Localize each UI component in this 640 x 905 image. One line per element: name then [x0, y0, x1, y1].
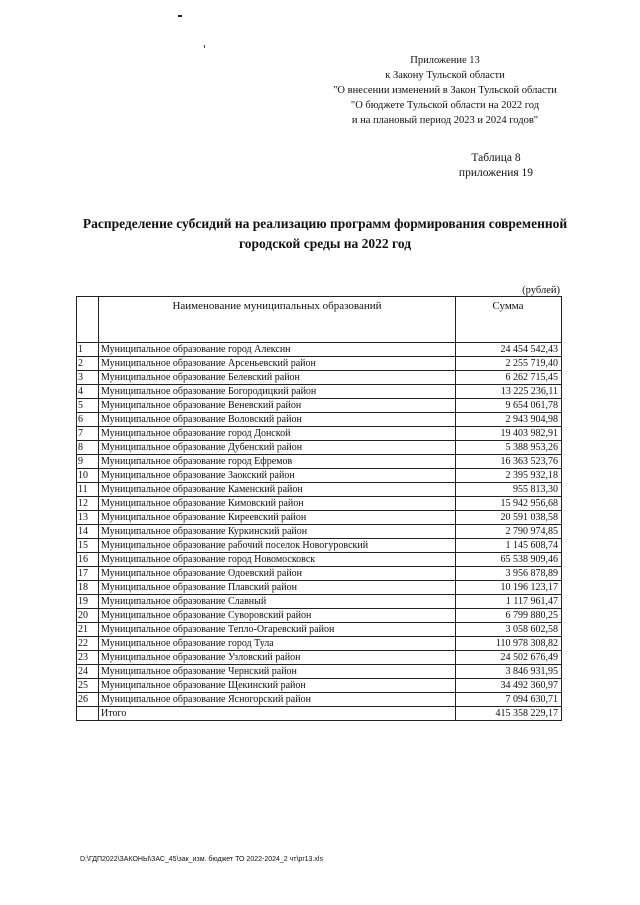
table-row: [77, 497, 562, 511]
row-name: Муниципальное образование Одоевский район: [99, 567, 456, 581]
row-name: Муниципальное образование Ясногорский район: [99, 693, 456, 707]
table-row: [77, 455, 562, 469]
row-number: 26: [77, 693, 99, 707]
row-name: Муниципальное образование Дубенский район: [99, 441, 456, 455]
table-row: [77, 609, 562, 623]
row-name: Муниципальное образование Славный: [99, 595, 456, 609]
annex-line: "О бюджете Тульской области на 2022 год: [350, 100, 540, 111]
row-sum: 34 492 360,97: [456, 679, 562, 693]
table-row: [77, 427, 562, 441]
table-row: [77, 539, 562, 553]
scan-speck: [178, 15, 182, 17]
row-sum: 13 225 236,11: [456, 385, 562, 399]
row-name: Муниципальное образование Арсеньевский район: [99, 357, 456, 371]
row-number: 16: [77, 553, 99, 567]
table-row: [77, 595, 562, 609]
total-row: [77, 707, 562, 721]
table-row: [77, 651, 562, 665]
annex-line: Приложение 13: [410, 55, 480, 66]
row-sum: 3 846 931,95: [456, 665, 562, 679]
table-row: [77, 385, 562, 399]
row-sum: 7 094 630,71: [456, 693, 562, 707]
table-row: [77, 469, 562, 483]
row-name: Муниципальное образование город Ефремов: [99, 455, 456, 469]
total-sum: 415 358 229,17: [456, 707, 562, 721]
row-name: Муниципальное образование Плавский район: [99, 581, 456, 595]
row-number: 6: [77, 413, 99, 427]
row-number: 19: [77, 595, 99, 609]
header-number: [77, 297, 99, 343]
row-name: Муниципальное образование Заокский район: [99, 469, 456, 483]
table-row: [77, 343, 562, 357]
table-row: [77, 413, 562, 427]
row-number: 21: [77, 623, 99, 637]
row-number: 7: [77, 427, 99, 441]
table-header-row: [77, 297, 562, 343]
table-ref-line: приложения 19: [458, 167, 534, 179]
row-sum: 2 943 904,98: [456, 413, 562, 427]
table-row: [77, 441, 562, 455]
row-sum: 19 403 982,91: [456, 427, 562, 441]
row-sum: 15 942 956,68: [456, 497, 562, 511]
row-number: 9: [77, 455, 99, 469]
row-name: Муниципальное образование Куркинский район: [99, 525, 456, 539]
table-row: [77, 553, 562, 567]
row-number: 1: [77, 343, 99, 357]
row-number: 23: [77, 651, 99, 665]
row-name: Муниципальное образование Чернский район: [99, 665, 456, 679]
row-sum: 24 502 676,49: [456, 651, 562, 665]
row-sum: 10 196 123,17: [456, 581, 562, 595]
table-row: [77, 371, 562, 385]
table-row: [77, 623, 562, 637]
total-number: [77, 707, 99, 721]
row-sum: 110 978 308,82: [456, 637, 562, 651]
table-row: [77, 665, 562, 679]
table-body: [77, 343, 562, 721]
table-row: [77, 357, 562, 371]
document-title: [70, 214, 580, 254]
row-name: Муниципальное образование Богородицкий район: [99, 385, 456, 399]
row-sum: 955 813,30: [456, 483, 562, 497]
row-number: 5: [77, 399, 99, 413]
row-sum: 3 058 602,58: [456, 623, 562, 637]
unit-label: (рублей): [522, 285, 560, 296]
table-row: [77, 679, 562, 693]
title-line: городской среды на 2022 год: [238, 236, 412, 251]
row-number: 15: [77, 539, 99, 553]
row-sum: 1 117 961,47: [456, 595, 562, 609]
row-name: Муниципальное образование Узловский район: [99, 651, 456, 665]
annex-line: и на плановый период 2023 и 2024 годов": [351, 115, 539, 126]
row-number: 18: [77, 581, 99, 595]
row-name: Муниципальное образование Щекинский район: [99, 679, 456, 693]
row-number: 20: [77, 609, 99, 623]
table-row: [77, 399, 562, 413]
table-row: [77, 483, 562, 497]
subsidy-table: [76, 296, 562, 721]
header-name: Наименование муниципальных образований: [99, 297, 456, 343]
row-name: Муниципальное образование город Донской: [99, 427, 456, 441]
row-name: Муниципальное образование Каменский район: [99, 483, 456, 497]
row-number: 25: [77, 679, 99, 693]
annex-header: [330, 53, 560, 128]
row-name: Муниципальное образование город Новомосковск: [99, 553, 456, 567]
row-sum: 2 790 974,85: [456, 525, 562, 539]
table-reference: [456, 151, 536, 181]
row-number: 22: [77, 637, 99, 651]
row-number: 2: [77, 357, 99, 371]
row-number: 12: [77, 497, 99, 511]
row-sum: 1 145 608,74: [456, 539, 562, 553]
row-number: 4: [77, 385, 99, 399]
row-name: Муниципальное образование рабочий поселок Новогуровский: [99, 539, 456, 553]
row-number: 17: [77, 567, 99, 581]
row-name: Муниципальное образование Белевский район: [99, 371, 456, 385]
row-name: Муниципальное образование Воловский район: [99, 413, 456, 427]
row-number: 13: [77, 511, 99, 525]
row-sum: 9 654 061,78: [456, 399, 562, 413]
row-name: Муниципальное образование Киреевский район: [99, 511, 456, 525]
header-sum: Сумма: [456, 297, 562, 343]
row-number: 11: [77, 483, 99, 497]
row-name: Муниципальное образование город Алексин: [99, 343, 456, 357]
row-sum: 5 388 953,26: [456, 441, 562, 455]
row-sum: 65 538 909,46: [456, 553, 562, 567]
table-row: [77, 637, 562, 651]
row-name: Муниципальное образование Тепло-Огаревский район: [99, 623, 456, 637]
total-label: Итого: [99, 707, 456, 721]
row-number: 10: [77, 469, 99, 483]
scan-speck: [204, 45, 205, 48]
annex-line: к Закону Тульской области: [385, 70, 505, 81]
row-sum: 6 262 715,45: [456, 371, 562, 385]
row-sum: 2 255 719,40: [456, 357, 562, 371]
row-name: Муниципальное образование город Тула: [99, 637, 456, 651]
table-row: [77, 693, 562, 707]
annex-line: "О внесении изменений в Закон Тульской области: [333, 85, 557, 96]
row-sum: 6 799 880,25: [456, 609, 562, 623]
table-ref-line: Таблица 8: [471, 152, 521, 164]
row-sum: 16 363 523,76: [456, 455, 562, 469]
table-row: [77, 525, 562, 539]
title-line: Распределение субсидий на реализацию программ формирования современной: [82, 216, 568, 231]
row-number: 8: [77, 441, 99, 455]
row-sum: 2 395 932,18: [456, 469, 562, 483]
row-sum: 3 956 878,89: [456, 567, 562, 581]
row-name: Муниципальное образование Кимовский район: [99, 497, 456, 511]
row-name: Муниципальное образование Суворовский район: [99, 609, 456, 623]
row-number: 24: [77, 665, 99, 679]
row-sum: 24 454 542,43: [456, 343, 562, 357]
table-row: [77, 511, 562, 525]
row-sum: 20 591 038,58: [456, 511, 562, 525]
table-row: [77, 581, 562, 595]
file-path: D:\ГДП2022\ЗАКОНЫ\ЗАС_45\зак_изм. бюджет ТО 2022-2024_2 чт\pr13.xls: [80, 856, 323, 863]
row-number: 3: [77, 371, 99, 385]
row-number: 14: [77, 525, 99, 539]
table-row: [77, 567, 562, 581]
row-name: Муниципальное образование Веневский район: [99, 399, 456, 413]
